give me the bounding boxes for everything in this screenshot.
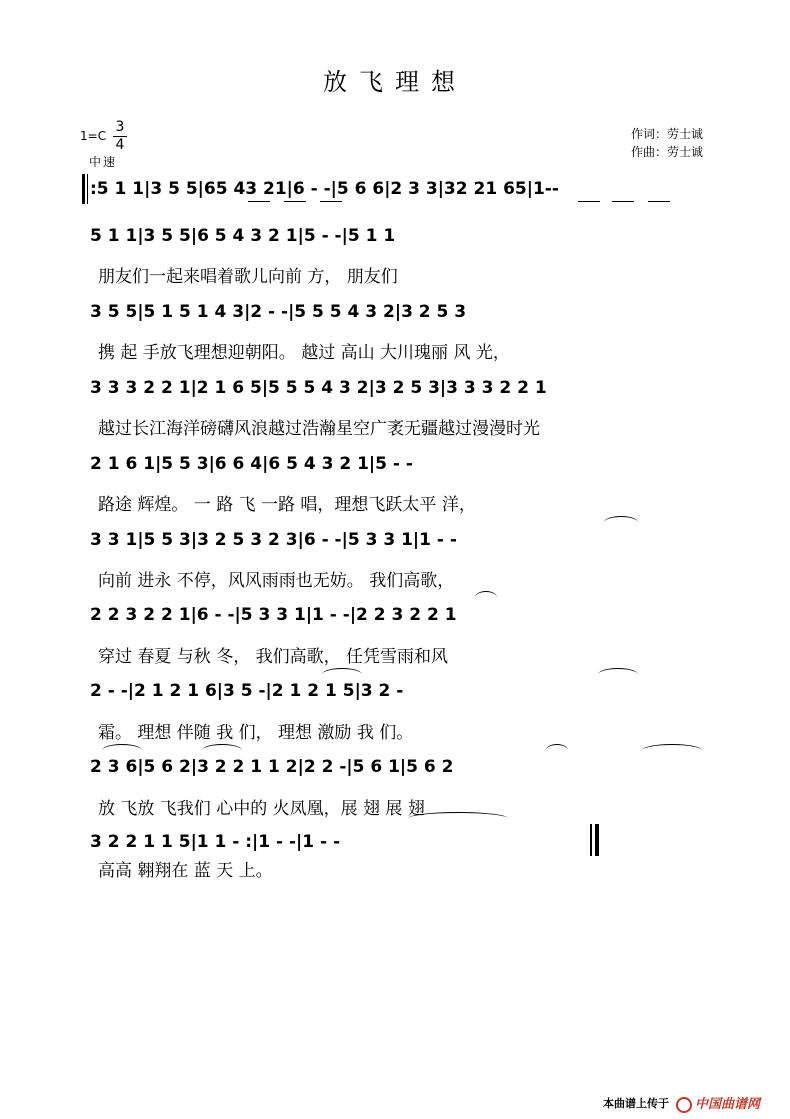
composer-credit: 作曲：劳士诚 bbox=[631, 145, 704, 159]
final-thick-bar bbox=[595, 824, 599, 856]
site-name: 中国曲谱网 bbox=[695, 1097, 761, 1112]
beam-line bbox=[648, 201, 670, 202]
lyric-row-8: 放 飞放 飞我们 心中的 火凤凰，展 翅 展 翅 bbox=[98, 798, 425, 819]
music-row-5: 2 1 6 1|5 5 3|6 6 4|6 5 4 3 2 1|5 - - bbox=[90, 454, 413, 474]
tie-arc bbox=[546, 744, 568, 757]
music-row-4: 3 3 3 2 2 1|2 1 6 5|5 5 5 4 3 2|3 2 5 3|3 3 3 2 2 1 bbox=[90, 378, 547, 398]
repeat-start-thick-bar bbox=[82, 174, 85, 204]
beam-line bbox=[320, 201, 342, 202]
site-logo-icon bbox=[676, 1097, 692, 1113]
site-logo[interactable] bbox=[676, 1093, 760, 1113]
tie-arc bbox=[604, 516, 638, 529]
lyric-row-6: 穿过 春夏 与秋 冬， 我们高歌， 任凭雪雨和风 bbox=[98, 646, 449, 667]
music-row-6: 3 3 1|5 5 3|3 2 5 3 2 3|6 - -|5 3 3 1|1 - - bbox=[90, 530, 457, 550]
final-thin-bar bbox=[590, 824, 592, 856]
lyricist-credit: 作词：劳士诚 bbox=[631, 127, 704, 141]
tie-arc bbox=[642, 744, 702, 757]
music-row-7: 2 2 3 2 2 1|6 - -|5 3 3 1|1 - -|2 2 3 2 2 1 bbox=[90, 605, 457, 625]
tie-arc bbox=[102, 744, 142, 757]
lyric-row-1: 朋友们一起来唱着歌儿向前 方， 朋友们 bbox=[98, 266, 398, 287]
key-signature: 1=C bbox=[80, 129, 107, 143]
tie-arc bbox=[598, 668, 638, 681]
beam-line bbox=[248, 201, 270, 202]
music-row-1: :5 1 1|3 5 5|65 43 21|6 - -|5 6 6|2 3 3|32 21 65|1-- bbox=[90, 179, 559, 199]
music-row-10: 3 2 2 1 1 5|1 1 - :|1 - -|1 - - bbox=[90, 832, 341, 852]
lyric-row-2: 携 起 手放飞理想迎朝阳。 越过 高山 大川瑰丽 风 光， bbox=[98, 342, 510, 363]
lyric-row-4: 路途 辉煌。 一 路 飞 一路 唱，理想飞跃太平 洋， bbox=[98, 494, 476, 515]
tie-arc bbox=[408, 812, 508, 825]
tie-arc bbox=[475, 591, 497, 604]
beam-line bbox=[284, 201, 306, 202]
beam-line bbox=[578, 201, 600, 202]
meter-top: 3 bbox=[115, 119, 125, 135]
music-row-3: 3 5 5|5 1 5 1 4 3|2 - -|5 5 5 4 3 2|3 2 5 3 bbox=[90, 302, 467, 322]
lyric-row-3: 越过长江海洋磅礴风浪越过浩瀚星空广袤无疆越过漫漫时光 bbox=[98, 418, 540, 439]
tie-arc bbox=[322, 668, 362, 681]
music-row-8: 2 - -|2 1 2 1 6|3 5 -|2 1 2 1 5|3 2 - bbox=[90, 681, 404, 701]
lyric-row-5: 向前 进永 不停，风风雨雨也无妨。 我们高歌， bbox=[98, 570, 455, 591]
time-signature bbox=[113, 119, 127, 154]
tempo-marking: 中速 bbox=[89, 155, 118, 169]
tie-arc bbox=[202, 744, 242, 757]
lyric-row-9: 高高 翱翔在 蓝 天 上。 bbox=[98, 860, 273, 881]
footer-upload-text: 本曲谱上传于 bbox=[603, 1097, 669, 1110]
music-row-9: 2 3 6|5 6 2|3 2 2 1 1 2|2 2 -|5 6 1|5 6 2 bbox=[90, 757, 454, 777]
beam-line bbox=[612, 201, 634, 202]
song-title: 放飞理想 bbox=[323, 68, 467, 96]
music-row-2: 5 1 1|3 5 5|6 5 4 3 2 1|5 - -|5 1 1 bbox=[90, 226, 396, 246]
meter-bottom: 4 bbox=[115, 137, 125, 153]
lyric-row-7: 霜。 理想 伴随 我 们， 理想 激励 我 们。 bbox=[98, 722, 414, 743]
repeat-start-thin-bar bbox=[87, 174, 88, 204]
